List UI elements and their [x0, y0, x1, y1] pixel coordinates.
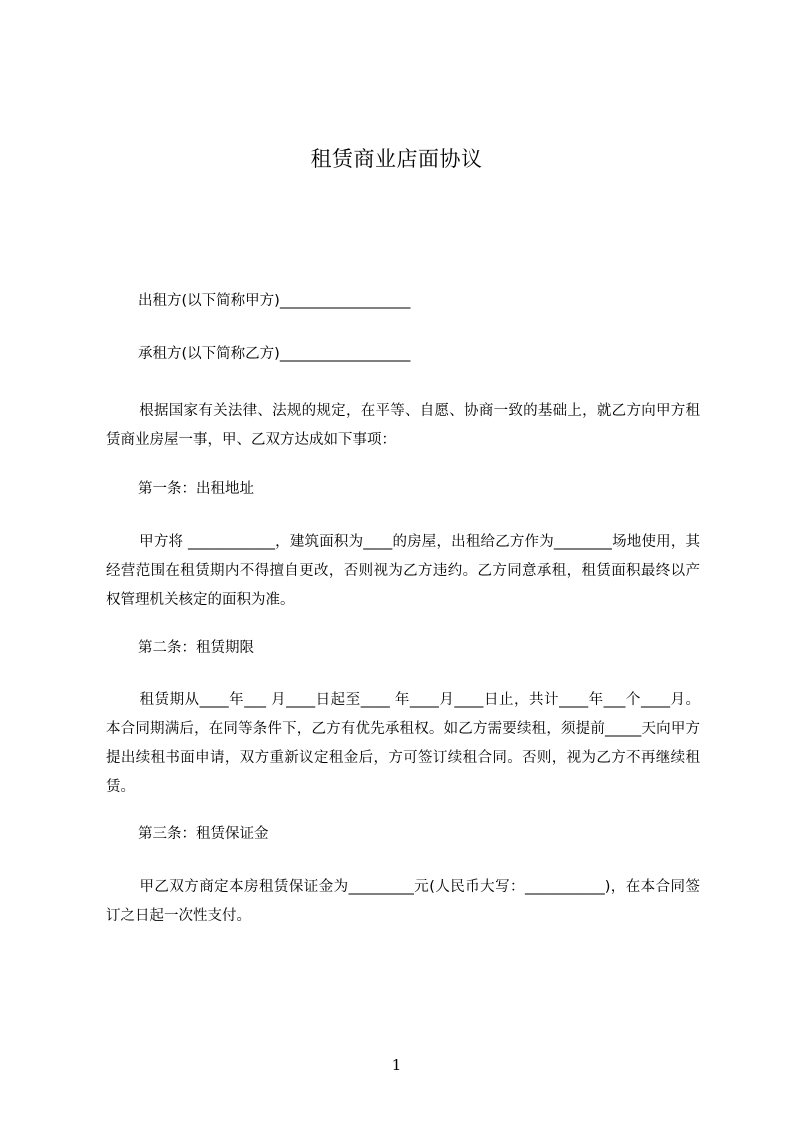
section-3-body — [106, 873, 700, 931]
section-2-body — [106, 686, 700, 802]
section-2-text: 租赁期从____年___ 月____日起至____ 年____月____日止，共计____年___个____月。 本合同期满后，在同等条件下，乙方有优先承租权。如乙方需要续租，须提前_____天向甲方提出续租书面申请，双方重新议定租金后，方可签订续租合同。否则，视为乙方不再继续租赁。 — [106, 692, 700, 795]
page-number: 1 — [391, 1056, 402, 1074]
section-1-text: 甲方将 ____________，建筑面积为____的房屋，出租给乙方作为________场地使用，其经营范围在租赁期内不得擅自更改，否则视为乙方违约。乙方同意承租，租赁面积最终以产权管理机关核定的面积为准。 — [106, 534, 700, 608]
lessee-line: 承租方(以下简称乙方)__________________ — [138, 346, 411, 362]
document-title: 租赁商业店面协议 — [310, 147, 483, 171]
intro-text: 根据国家有关法律、法规的规定，在平等、自愿、协商一致的基础上，就乙方向甲方租赁商业房屋一事，甲、乙双方达成如下事项： — [106, 403, 700, 448]
section-3-text: 甲乙双方商定本房租赁保证金为_________元(人民币大写：___________)，在本合同签订之日起一次性支付。 — [106, 879, 700, 924]
section-1-heading: 第一条：出租地址 — [138, 481, 254, 497]
lessor-line: 出租方(以下简称甲方)__________________ — [138, 293, 411, 309]
section-1-body — [106, 528, 700, 615]
section-3-heading: 第三条：租赁保证金 — [138, 826, 269, 842]
section-2-heading: 第二条：租赁期限 — [138, 640, 254, 656]
intro-paragraph — [106, 397, 700, 455]
